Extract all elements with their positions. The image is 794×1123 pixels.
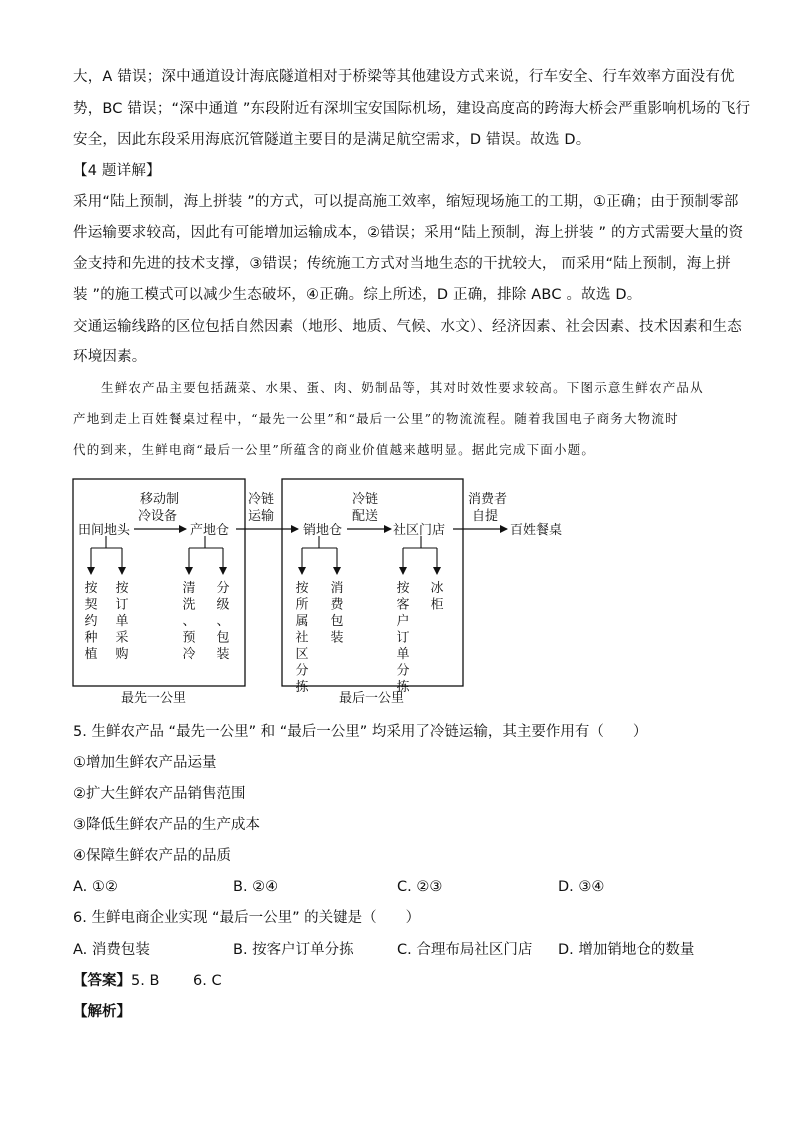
analysis-label: 【解析】 [73,1004,131,1020]
intro-line: 生鲜农产品主要包括蔬菜、水果、蛋、肉、奶制品等，其对时效性要求较高。下图示意生鲜农产品从 [101,380,704,395]
sub-item-label: 按契约种植 [84,581,98,662]
text-line: 件运输要求较高，因此有可能增加运输成本，②错误；采用“陆上预制，海上拼装 ” 的方式需要大量的资 [73,225,744,241]
node-field: 田间地头 [78,523,131,538]
intro-line: 产地到走上百姓餐桌过程中，“最先一公里”和“最后一公里”的物流流程。随着我国电子商务大物流时 [73,411,679,426]
option-a: A. 消费包装 [73,942,150,958]
statement: ④保障生鲜农产品的品质 [73,848,231,864]
box-label-first-mile: 最先一公里 [121,691,187,706]
sub-item-label: 按所属社区分拣 [295,581,309,695]
text-line: 交通运输线路的区位包括自然因素（地形、地质、气候、水文）、经济因素、社会因素、技术因素和生态 [73,319,742,335]
statement: ②扩大生鲜农产品销售范围 [73,786,246,802]
statement: ③降低生鲜农产品的生产成本 [73,817,260,833]
node-sales-warehouse: 销地仓 [303,523,343,538]
statement: ①增加生鲜农产品运量 [73,755,217,771]
box-label-last-mile: 最后一公里 [339,691,405,706]
answer-label: 【答案】 [73,973,131,989]
question-6-stem: 6. 生鲜电商企业实现 “最后一公里” 的关键是（ ） [73,910,421,926]
sub-item-label: 冰柜 [430,581,444,613]
option-b: B. 按客户订单分拣 [233,942,354,958]
option-b: B. ②④ [233,879,279,895]
option-c: C. ②③ [397,879,443,895]
arrow-label: 配送 [352,509,379,524]
arrow-label: 自提 [472,509,499,524]
text-line: 采用“陆上预制，海上拼装 ”的方式，可以提高施工效率，缩短现场施工的工期，①正确；由于预制零部 [73,194,739,210]
arrow-label: 冷设备 [138,509,178,524]
sub-item-label: 消费包装 [330,581,344,646]
text-line: 环境因素。 [73,349,147,365]
answer-line [73,971,222,991]
sub-items [84,580,443,695]
sub-item-label: 分级、包装 [216,581,230,662]
text-line: 金支持和先进的技术支撑，③错误；传统施工方式对当地生态的干扰较大， 而采用“陆上预制，海上拼 [73,256,731,272]
answer-values: 5. B 6. C [131,973,222,989]
node-community-store: 社区门店 [393,523,446,538]
text-line: 装 ”的施工模式可以减少生态破坏，④正确。综上所述，D 正确，排除 ABC 。故选 D。 [73,287,642,303]
text-line: 大，A 错误；深中通道设计海底隧道相对于桥梁等其他建设方式来说，行车安全、行车效率方面没有优 [73,69,735,85]
arrow-label: 冷链 [248,492,275,507]
intro-line: 代的到来，生鲜电商“最后一公里”所蕴含的商业价值越来越明显。据此完成下面小题。 [73,442,596,457]
option-d: D. 增加销地仓的数量 [558,942,695,958]
arrow-label: 运输 [248,509,275,524]
node-dining-table: 百姓餐桌 [510,523,563,538]
node-origin-warehouse: 产地仓 [190,523,230,538]
arrow-label: 冷链 [352,492,379,507]
text-line: 安全，因此东段采用海底沉管隧道主要目的是满足航空需求，D 错误。故选 D。 [73,132,591,148]
sub-item-label: 按客户订单分拣 [396,581,410,695]
option-d: D. ③④ [558,879,605,895]
question-5-stem: 5. 生鲜农产品 “最先一公里” 和 “最后一公里” 均采用了冷链运输，其主要作用有（ ） [73,724,648,740]
option-a: A. ①② [73,879,118,895]
section-heading: 【4 题详解】 [73,163,161,179]
arrow-label: 移动制 [140,492,180,507]
arrow-label: 消费者 [468,492,508,507]
option-c: C. 合理布局社区门店 [397,942,533,958]
logistics-flow-diagram [0,470,794,710]
text-line: 势，BC 错误；“深中通道 ”东段附近有深圳宝安国际机场，建设高度高的跨海大桥会严重影响机场的飞行 [73,101,751,117]
sub-item-label: 清洗、预冷 [182,581,196,662]
sub-item-label: 按订单采购 [115,581,129,662]
